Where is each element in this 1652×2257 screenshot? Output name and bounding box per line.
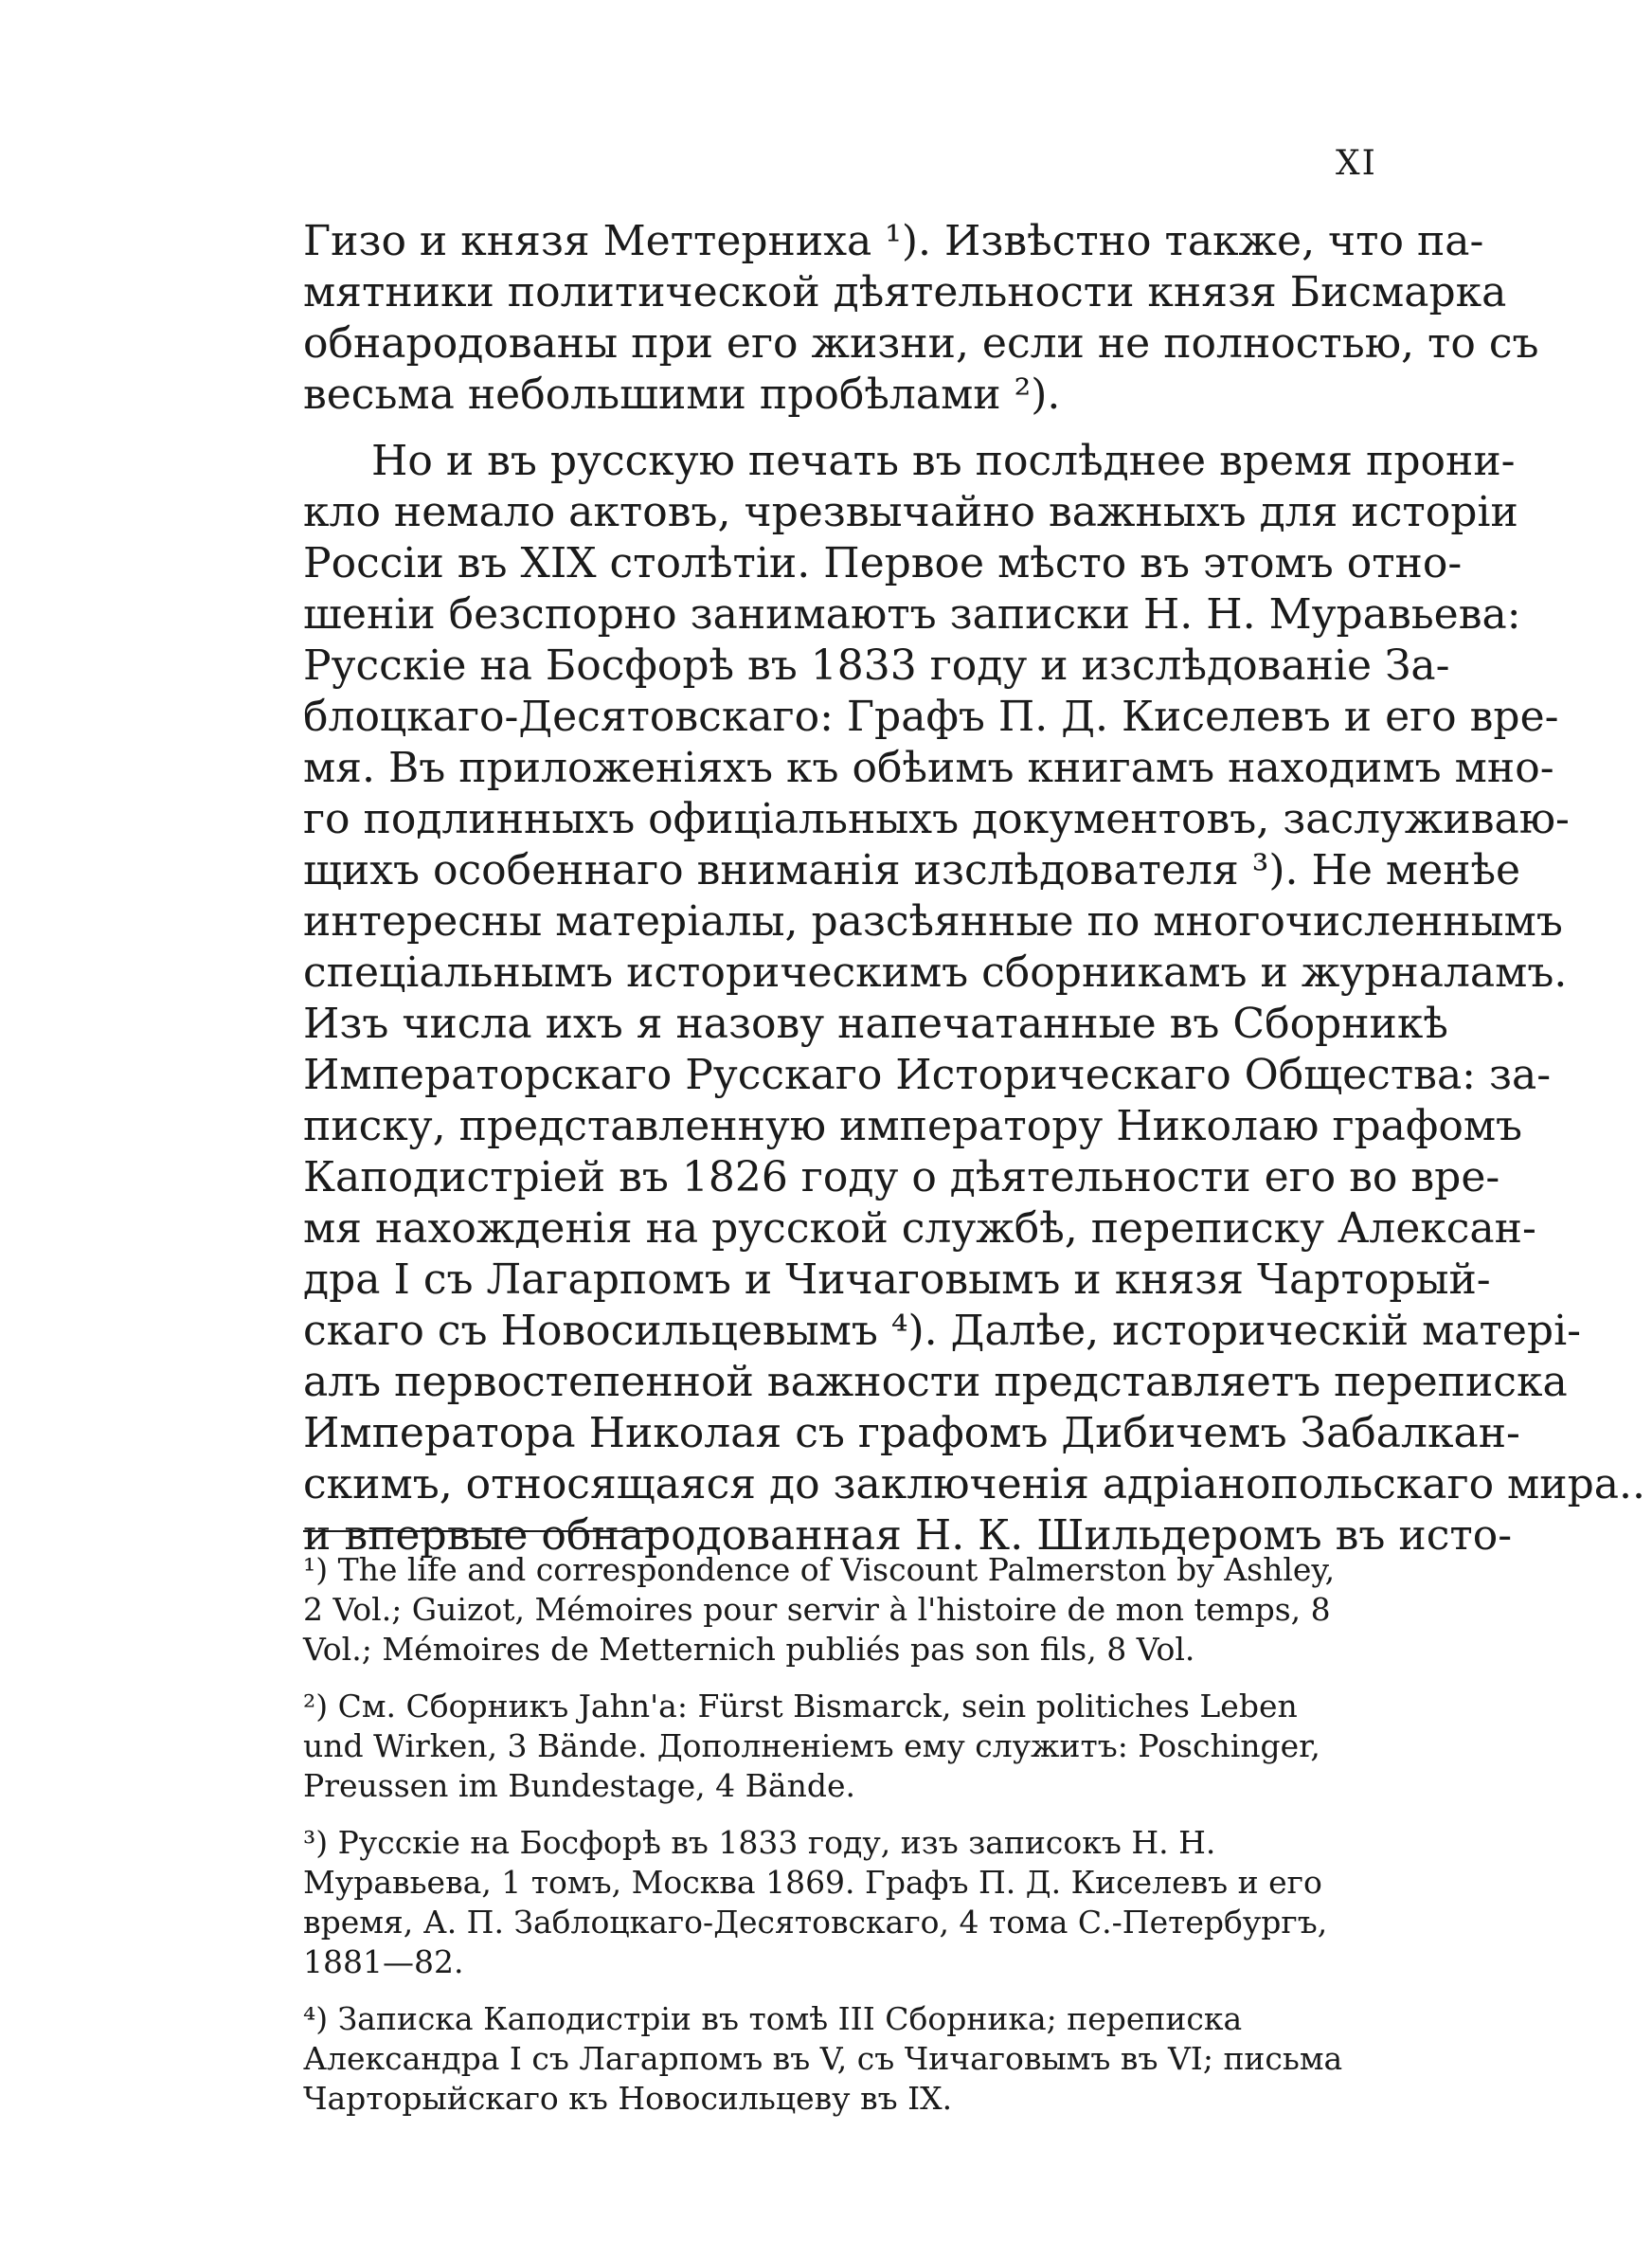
footnote-1: ¹) The life and correspondence of Viscount Palmerston by Ashley, 2 Vol.; Guizot, Mémoires pour servir à l'histoire de mon temps, 8 Vol.; Mémoires de Metternich publiés pas son fils, 8 Vol. (303, 1551, 1336, 1668)
text-line: алъ первостепенной важности представляетъ переписка (303, 1358, 1568, 1406)
text-line: интересны матеріалы, разсѣянные по многочисленнымъ (303, 897, 1563, 946)
text-line: спеціальнымъ историческимъ сборникамъ и журналамъ. (303, 948, 1568, 997)
text-line: скаго съ Новосильцевымъ ⁴). Далѣе, историческій матері- (303, 1307, 1582, 1355)
main-text (303, 216, 1645, 1562)
text-line: мя. Въ приложеніяхъ къ обѣимъ книгамъ находимъ мно- (303, 744, 1554, 792)
text-line: Изъ числа ихъ я назову напечатанные въ Сборникѣ (303, 1000, 1448, 1048)
page-number: XI (1336, 144, 1377, 183)
text-line: го подлинныхъ офиціальныхъ документовъ, заслуживаю- (303, 795, 1570, 843)
text-line: скимъ, относящаяся до заключенія адріанопольскаго мира.. (303, 1460, 1645, 1508)
footnote-separator (303, 1530, 663, 1532)
text-line: щихъ особеннаго вниманія изслѣдователя ³). Не менѣе (303, 846, 1521, 894)
text-line: Но и въ русскую печать въ послѣднее время прони- (371, 437, 1516, 485)
text-line: писку, представленную императору Николаю графомъ (303, 1102, 1523, 1150)
text-line: дра I съ Лагарпомъ и Чичаговымъ и князя Чарторый- (303, 1255, 1491, 1304)
text-line: кло немало актовъ, чрезвычайно важныхъ для исторіи (303, 488, 1518, 536)
footnote-4: ⁴) Записка Каподистріи въ томѣ III Сборника; переписка Александра I съ Лагарпомъ въ V, съ Чичаговымъ въ VI; письма Чарторыйскаго къ Новосильцеву въ IX. (303, 2000, 1343, 2117)
footnote-2: ²) См. Сборникъ Jahn'a: Fürst Bismarck, sein politiches Leben und Wirken, 3 Bände. Дополненіемъ ему служитъ: Poschinger, Preussen im Bundestage, 4 Bände. (303, 1688, 1320, 1804)
text-line: Гизо и князя Меттерниха ¹). Извѣстно также, что па- (303, 217, 1484, 265)
text-line: Императора Николая съ графомъ Дибичемъ Забалкан- (303, 1409, 1520, 1457)
text-line: мятники политической дѣятельности князя Бисмарка (303, 268, 1507, 316)
text-line: блоцкаго-Десятовскаго: Графъ П. Д. Киселевъ и его вре- (303, 693, 1559, 741)
text-line: Императорскаго Русскаго Историческаго Общества: за- (303, 1051, 1552, 1099)
footnotes (303, 1550, 1362, 2136)
text-line: и впервые обнародованная Н. К. Шильдеромъ въ исто- (303, 1511, 1513, 1560)
text-line: весьма небольшими пробѣлами ²). (303, 370, 1061, 419)
footnote-3: ³) Русскіе на Босфорѣ въ 1833 году, изъ записокъ Н. Н. Муравьева, 1 томъ, Москва 1869. Графъ П. Д. Киселевъ и его время, А. П. Заблоцкаго-Десятовскаго, 4 тома С.-Петербургъ, 1881—82. (303, 1824, 1328, 1980)
text-line: Россіи въ XIX столѣтіи. Первое мѣсто въ этомъ отно- (303, 539, 1463, 587)
text-line: мя нахожденія на русской службѣ, переписку Алексан- (303, 1204, 1536, 1253)
text-line: Русскіе на Босфорѣ въ 1833 году и изслѣдованіе За- (303, 641, 1450, 690)
text-line: шеніи безспорно занимаютъ записки Н. Н. Муравьева: (303, 590, 1521, 639)
text-line: обнародованы при его жизни, если не полностью, то съ (303, 319, 1539, 368)
text-line: Каподистріей въ 1826 году о дѣятельности его во вре- (303, 1153, 1500, 1201)
